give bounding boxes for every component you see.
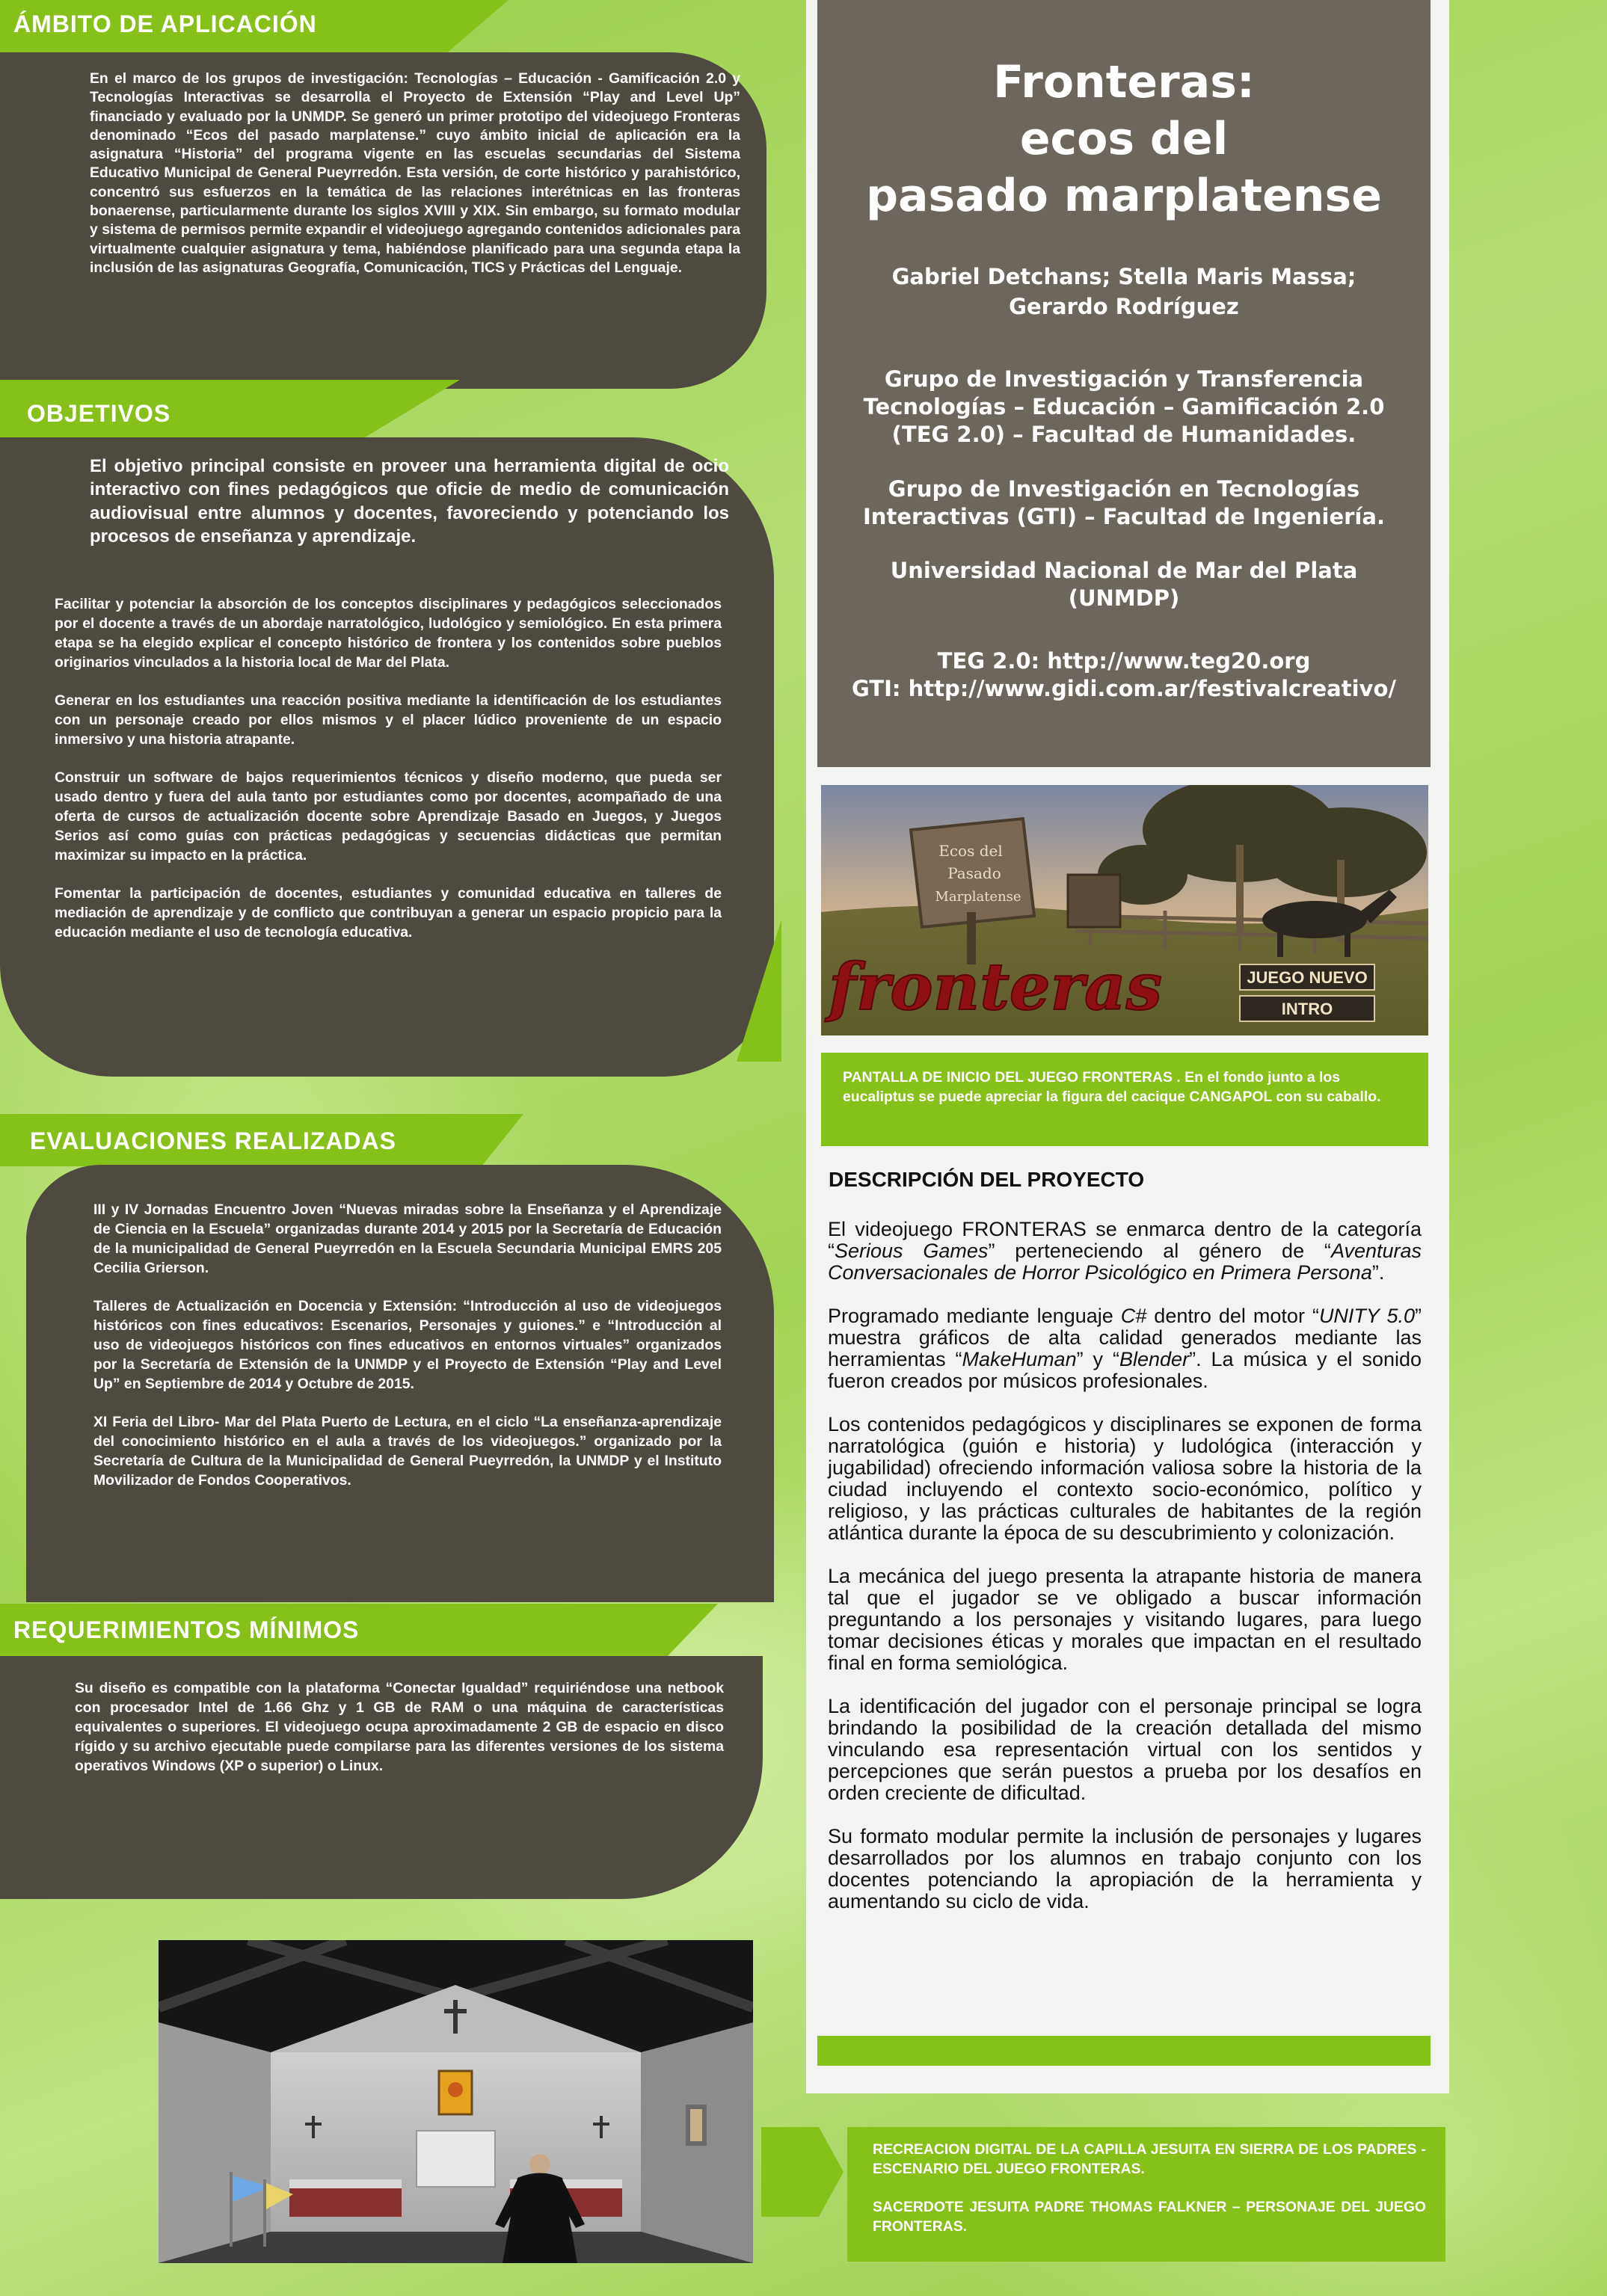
text-run: dentro del motor “ [1146,1305,1319,1327]
descripcion-paragraph: Su formato modular permite la inclusión de personajes y lugares desarrollados por los alumnos en trabajo conjunto con los docentes potenciando la apropiación de la herramienta y aumentando su ciclo de vida. [828,1825,1422,1912]
game-start-scene [821,785,1428,1035]
university-line: Universidad Nacional de Mar del Plata [890,558,1358,583]
text-run: Serious Games [835,1240,989,1262]
ambito-heading: ÁMBITO DE APLICACIÓN [13,10,317,37]
objetivo-item: Construir un software de bajos requerimientos técnicos y diseño moderno, que pueda ser usado dentro y fuera del aula tanto por estudiantes como por docentes, acompañado de una oferta de cursos de actualización docente sobre Aprendizaje Basado en Juegos, y Juegos Serios así como guías con prácticas pedagógicas y secuencias didácticas que permitan maximizar su impacto en la práctica. [55,769,722,864]
ambito-body: En el marco de los grupos de investigación: Tecnologías – Educación - Gamificación 2.0 y Tecnologías Interactivas se desarrolla el Proyecto de Extensión “Play and Level Up” financiado y evaluado por la UNMDP. Se generó un primer prototipo del videojuego Fronteras denominado “Ecos del pasado marplatense.” cuyo ámbito inicial de aplicación era la asignatura “Historia” del programa vigente en las escuelas secundarias del Sistema Educativo Municipal de General Pueyrredón. Esta versión, de corte histórico y parahistórico, concentró sus esfuerzos en la temática de las relaciones interétnicas en las fronteras bonaerense, particularmente durante los siglos XVIII y XIX. Sin embargo, su formato modular y sistema de permisos permite expandir el videojuego agregando contenidos adicionales para virtualmente cualquier asignatura y tema, habiéndose planificado para una segunda etapa la inclusión de las asignaturas Geografía, Comunicación, TICS y Prácticas del Lenguaje. [90,70,740,276]
group-line: Tecnologías – Educación – Gamificación 2.0 [863,394,1385,419]
author-line: Gerardo Rodríguez [1009,294,1239,319]
intro-label: INTRO [1281,1000,1333,1018]
group-gti [817,475,1431,531]
evaluacion-item: XI Feria del Libro- Mar del Plata Puerto de Lectura, en el ciclo “La enseñanza-aprendizaje del conocimiento histórico en el aula a través de los videojuegos.” organizado por la Secretaría de Cultura de la Municipalidad de General Pueyrredón, la UNMDP y el Instituto Movilizador de Fondos Cooperativos. [93,1414,722,1489]
descripcion-paragraph [828,1305,1422,1392]
group-line: (TEG 2.0) – Facultad de Humanidades. [891,422,1356,447]
links [817,647,1431,703]
objetivos-list [55,594,722,961]
text-run: ” muestra gráficos de alta calidad generados mediante las herramientas “ [828,1305,1422,1370]
text-run: ”. [1371,1261,1385,1284]
requerimientos-body: Su diseño es compatible con la plataforma “Conectar Igualdad” requiriéndose una netbook con procesador Intel de 1.66 Ghz y 1 GB de RAM o una máquina de características equivalentes o superiores. El videojuego ocupa aproximadamente 2 GB de espacio en disco rígido y su archivo ejecutable puede compilarse para las diferentes versiones de los sistema operativos Windows (XP o superior) o Linux. [75,1680,724,1774]
descripcion-heading: DESCRIPCIÓN DEL PROYECTO [829,1168,1145,1191]
title-line: pasado marplatense [866,170,1382,222]
chapel-caption-line: RECREACION DIGITAL DE LA CAPILLA JESUITA EN SIERRA DE LOS PADRES - ESCENARIO DEL JUEGO FRONTERAS. [873,2141,1426,2177]
text-run: Programado mediante lenguaje [828,1305,1121,1327]
poster-title [817,54,1431,224]
priest-caption-line: SACERDOTE JESUITA PADRE THOMAS FALKNER – PERSONAJE DEL JUEGO FRONTERAS. [873,2199,1426,2235]
objetivo-item: Facilitar y potenciar la absorción de los conceptos disciplinares y pedagógicos seleccionados por el docente a través de un abordaje narratológico, ludológico y semiológico. En esta primera etapa se ha elegido explicar el concepto histórico de frontera y los contenidos sobre pueblos originarios vinculados a la historia local de Mar del Plata. [55,596,722,671]
descripcion-body [828,1219,1422,1934]
text-run: ” perteneciendo al género de “ [988,1240,1331,1262]
text-run: Aventuras Conversacionales de Horror Psicológico en Primera Persona [828,1240,1422,1284]
chapel-caption-arrow [761,2127,844,2217]
gti-link[interactable]: GTI: http://www.gidi.com.ar/festivalcreativo/ [852,676,1396,701]
text-run: C# [1120,1305,1147,1327]
objetivos-heading: OBJETIVOS [27,400,171,427]
descripcion-paragraph: La identificación del jugador con el personaje principal se logra brindando la posibilidad de la creación detallada del mismo vinculando esa representación virtual con los sentidos y percepciones que serán puestos a prueba por los desafíos en orden creciente de dificultad. [828,1695,1422,1804]
right-panel-bottom-bar [817,2036,1431,2066]
game-caption: PANTALLA DE INICIO DEL JUEGO FRONTERAS . En el fondo junto a los eucaliptus se puede apreciar la figura del cacique CANGAPOL con su caballo. [843,1069,1381,1105]
group-line: Grupo de Investigación y Transferencia [884,366,1364,392]
new-game-label: JUEGO NUEVO [1247,968,1368,987]
objetivo-item: Generar en los estudiantes una reacción positiva mediante la identificación de los estudiantes con un personaje creado por ellos mismos y el placer lúdico proveniente de un espacio inmersivo y una historia atrapante. [55,692,722,748]
sign-text: Pasado [947,864,1001,882]
descripcion-paragraph [828,1219,1422,1284]
sign-text: Ecos del [938,842,1003,860]
evaluacion-item: Talleres de Actualización en Docencia y Extensión: “Introducción al uso de videojuegos históricos con fines educativos: Escenarios, Personajes y guiones.” e “Introducción al uso de videojuegos históricos con fines educativos en entornos virtuales” organizados por la Secretaría de Extensión de la UNMDP y el Proyecto de Extensión “Play and Level Up” en Septiembre de 2014 y Octubre de 2015. [93,1298,722,1392]
group-line: Interactivas (GTI) – Facultad de Ingeniería. [863,504,1385,529]
title-line: Fronteras: [993,56,1255,108]
university-line: (UNMDP) [1068,585,1180,611]
text-run: UNITY 5.0 [1318,1305,1415,1327]
text-run: El videojuego FRONTERAS se enmarca dentro de la categoría “ [828,1218,1422,1262]
evaluacion-item: III y IV Jornadas Encuentro Joven “Nuevas miradas sobre la Enseñanza y el Aprendizaje de Ciencia en la Escuela” organizadas durante 2014 y 2015 por la Secretaría de Educación de la municipalidad de General Pueyrredón en la Escuela Secundaria Municipal EMRS 205 Cecilia Grierson. [93,1201,722,1276]
title-line: ecos del [1019,113,1229,165]
chapel-caption [873,2140,1426,2255]
evaluaciones-heading: EVALUACIONES REALIZADAS [30,1127,396,1154]
objetivo-item: Fomentar la participación de docentes, estudiantes y comunidad educativa en talleres de mediación de aprendizaje y de conflicto que contribuyan a generar un espacio propicio para la educación mediante el uso de tecnología educativa. [55,885,722,941]
chapel-screenshot [159,1940,753,2263]
text-run: ”. La música y el sonido fueron creados por músicos profesionales. [828,1348,1422,1392]
text-run: Blender [1119,1348,1190,1370]
group-teg [817,366,1431,449]
evaluaciones-list [93,1200,722,1509]
game-start-screenshot [821,785,1428,1035]
authors [817,262,1431,321]
text-run: ” y “ [1076,1348,1119,1370]
teg-link[interactable]: TEG 2.0: http://www.teg20.org [937,648,1311,674]
requerimientos-heading: REQUERIMIENTOS MÍNIMOS [13,1616,360,1643]
university [817,557,1431,612]
descripcion-paragraph: La mecánica del juego presenta la atrapante historia de manera tal que el jugador se ve obligado a buscar información preguntando a los personajes y visitando lugares, para luego tomar decisiones éticas y morales que impactan en el resultado final en forma semiológica. [828,1565,1422,1674]
author-line: Gabriel Detchans; Stella Maris Massa; [891,264,1356,289]
fronteras-logo: fronteras [829,950,1163,1025]
descripcion-paragraph: Los contenidos pedagógicos y disciplinares se exponen de forma narratológica (guión e historia) y ludológica (interacción y jugabilidad) ofreciendo información valiosa sobre la historia de la ciudad incluyendo el contexto socio-económico, político y religioso, y las prácticas culturales de habitantes de la región atlántica durante la época de su descubrimiento y colonización. [828,1413,1422,1544]
sign-text: Marplatense [935,889,1021,905]
group-line: Grupo de Investigación en Tecnologías [888,476,1360,502]
chapel-scene [159,1940,753,2263]
objetivos-intro: El objetivo principal consiste en proveer una herramienta digital de ocio interactivo con fines pedagógicos que oficie de medio de comunicación audiovisual entre alumnos y docentes, favoreciendo y potenciando los procesos de enseñanza y aprendizaje. [90,456,729,547]
text-run: MakeHuman [962,1348,1077,1370]
